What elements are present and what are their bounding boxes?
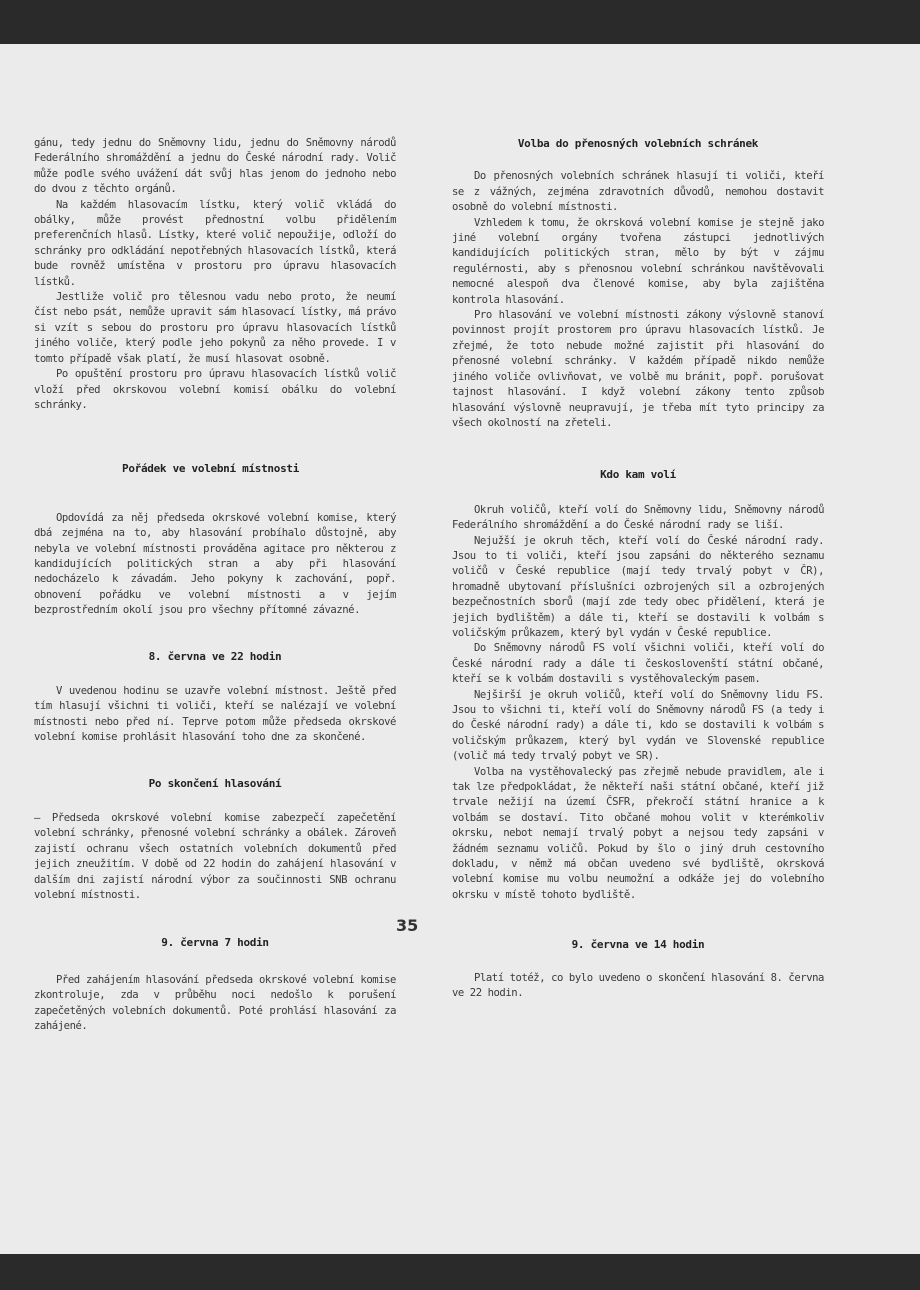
paragraph: V uvedenou hodinu se uzavře volební místnost. Ještě před tím hlasují všichni ti voliči, kteří se nalézají ve volební místnosti nebo před ní. Teprve potom může předseda okrskové volební komise prohlásit hlasování toho dne za skončené. [34,684,396,744]
right-column [452,136,824,1002]
paragraph: gánu, tedy jednu do Sněmovny lidu, jednu do Sněmovny národů Federálního shromáždění a jednu do České národní rady. Volič může podle svého uvážení dát svůj hlas jenom do jednoho nebo do dvou z těchto orgánů. [34,137,396,196]
paragraph: Opdovídá za něj předseda okrskové volební komise, který dbá zejména na to, aby hlasování probíhalo důstojně, aby nebyla ve volební místnosti prováděna agitace pro některou z kandidujících politických stran a aby při hlasování nedocházelo k závadám. Jeho pokyny k zachování, popř. obnovení pořádku ve volební místnosti a v jejím bezprostředním okolí jsou pro všechny přítomné závazné. [34,511,396,617]
section-heading-9-cervna-14: 9. června ve 14 hodin [571,938,705,952]
paragraph: Do Sněmovny národů FS volí všichni voliči, kteří volí do České národní rady a dále ti českoslovenští státní občané, kteří se k volbám dostavili s vystěhovaleckým pasem. [452,642,824,686]
paragraph: Před zahájením hlasování předseda okrskové volební komise zkontroluje, zda v průběhu noci nedošlo k porušení zapečetěných volebních dokumentů. Poté prohlásí hlasování za zahájené. [34,973,396,1033]
paragraph: Platí totéž, co bylo uvedeno o skončení hlasování 8. června ve 22 hodin. [452,971,824,1000]
page-number: 35 [396,916,419,935]
paragraph: Na každém hlasovacím lístku, který volič vkládá do obálky, může provést přednostní volbu přidělením preferenčních hlasů. Lístky, které volič nepoužije, odloží do schránky pro odkládání nepotřebných hlasovacích lístků, která bude rovněž umístěna v prostoru pro úpravu hlasovacích lístků. [34,198,396,288]
paragraph: Po opuštění prostoru pro úpravu hlasovacích lístků volič vloží před okrskovou volební komisí obálku do volební schránky. [34,368,396,411]
left-column [34,136,396,1034]
paragraph: Volba na vystěhovalecký pas zřejmě nebude pravidlem, ale i tak lze předpokládat, že někteří naši státní občané, kteří již trvale nežijí na území ČSFR, překročí státní hranice a k volbám se dostaví. Tito občané mohou volit v kterémkoliv okrsku, nebot nemají trvalý pobyt a nejsou tedy zapsáni v žádném seznamu voličů. Pokud by šlo o jiný druh cestovního dokladu, v němž má občan uvedeno své bydliště, okrsková volební komise mu volbu neumožní a odkáže jej do volebního okrsku v místě tohoto bydliště. [452,765,824,901]
section-heading-po-skonceni: Po skončení hlasování [148,776,282,790]
paragraph: Nejužší je okruh těch, kteří volí do České národní rady. Jsou to ti voliči, kteří jsou zapsáni do některého seznamu voličů v České republice (mají tedy trvalý pobyt v ČR), hromadně ubytovaní příslušníci ozbrojených sil a ozbrojených bezpečnostních sborů (mají zde tedy obec přidělení, která je jejich bydlištěm) a dále ti, kteří se dostavili k volbám s voličským průkazem, který byl vydán v České republice. [452,534,824,639]
paragraph: Okruh voličů, kteří volí do Sněmovny lidu, Sněmovny národů Federálního shromáždění a do České národní rady se liší. [452,503,824,532]
section-heading-volba: Volba do přenosných volebních schránek [517,137,759,150]
paragraph: Jestliže volič pro tělesnou vadu nebo proto, že neumí číst nebo psát, nemůže upravit sám hlasovací lístky, má právo si vzít s sebou do prostoru pro úpravu hlasovacích lístků jiného voliče, který podle jeho pokynů za něho provede. I v tomto případě však platí, že musí hlasovat osobně. [34,291,396,365]
section-heading-9-cervna-7: 9. června 7 hodin [161,936,269,950]
section-heading-8-cervna: 8. června ve 22 hodin [148,649,282,663]
paragraph: Do přenosných volebních schránek hlasují ti voliči, kteří se z vážných, zejména zdravotních důvodů, nemohou dostavit osobně do volební místnosti. [452,170,824,214]
section-heading-poradek: Pořádek ve volební místnosti [122,462,300,476]
paragraph: – Předseda okrskové volební komise zabezpečí zapečetění volební schránky, přenosné volební schránky a obálek. Zároveň zajistí ochranu všech ostatních volebních dokumentů před jejich zneužitím. V době od 22 hodin do zahájení hlasování v dalším dni zajistí národní výbor za součinnosti SNB ochranu volební místnosti. [34,812,396,902]
paragraph: Vzhledem k tomu, že okrsková volební komise je stejně jako jiné volební orgány tvořena zástupci jednotlivých kandidujících politických stran, mělo by být v zájmu regulérnosti, aby s přenosnou volební schránkou navštěvovali nemocné alespoň dva členové komise, aby byla zajištěna kontrola hlasování. [452,216,824,306]
section-heading-kdo-kam: Kdo kam volí [600,468,676,482]
paragraph: Pro hlasování ve volební místnosti zákony výslovně stanoví povinnost projít prostorem pro úpravu hlasovacích lístků. Je zřejmé, že toto nebude možné zajistit při hlasování do přenosné volební schránky. V každém případě nikdo nemůže jiného voliče ovlivňovat, ve volbě mu bránit, popř. porušovat tajnost hlasování. I když volební zákony tento způsob hlasování výslovně neupravují, je třeba mít tyto principy za všech okolností na zřeteli. [452,309,824,429]
document-page [0,44,920,1254]
paragraph: Nejširší je okruh voličů, kteří volí do Sněmovny lidu FS. Jsou to všichni ti, kteří volí do Sněmovny národů FS (a tedy i do České národní rady) a dále ti, kdo se dostavili k volbám s voličským průkazem, který byl vydán ve Slovenské republice (volič má tedy trvalý pobyt ve SR). [452,688,824,763]
